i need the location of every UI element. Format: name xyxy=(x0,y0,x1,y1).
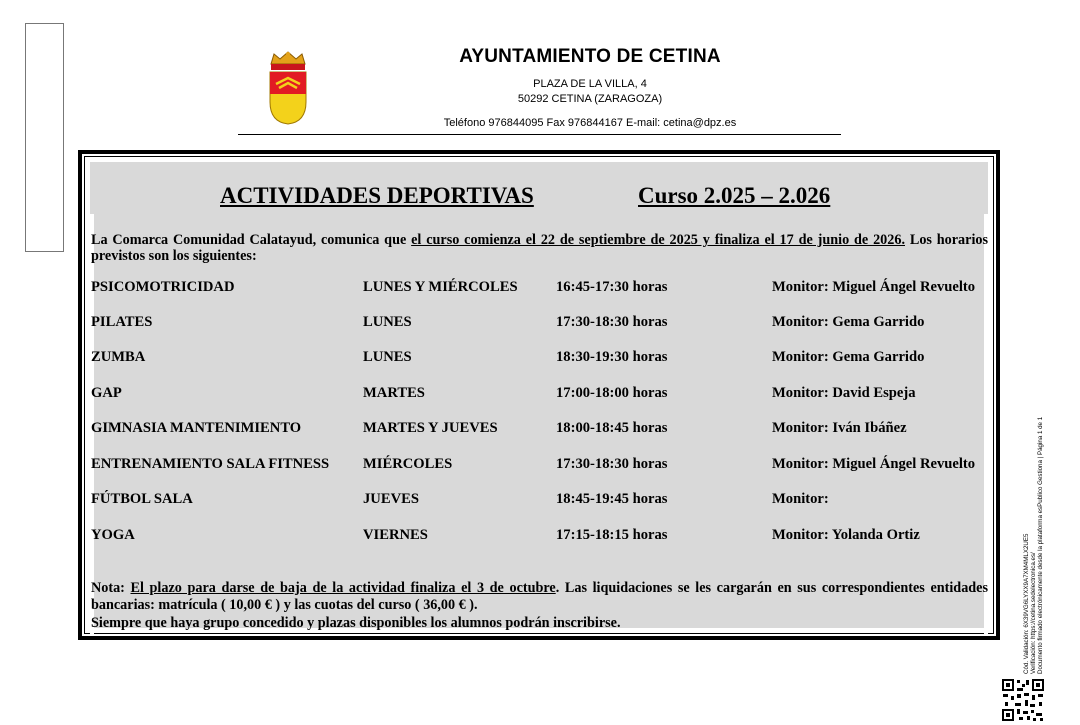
note-text: . Las liquidaciones se les cargarán en sus correspondientes entidades bancarias: matrícula ( 10,00 € ) y las cuotas del curso ( 36,00 € ). xyxy=(91,580,988,613)
activity-time: 18:30-19:30 horas xyxy=(556,349,668,365)
address-line: PLAZA DE LA VILLA, 4 xyxy=(533,78,647,90)
intro-dates: el curso comienza el 22 de septiembre de 2025 y finaliza el 17 de junio de 2026. xyxy=(411,232,905,248)
enrollment-note: Siempre que haya grupo concedido y plazas disponibles los alumnos podrán inscribirse. xyxy=(91,615,621,631)
activity-name: PSICOMOTRICIDAD xyxy=(91,279,235,295)
activity-time: 17:30-18:30 horas xyxy=(556,314,668,330)
activity-row xyxy=(91,491,991,509)
activity-monitor: Monitor: Gema Garrido xyxy=(772,314,925,330)
course-year: Curso 2.025 – 2.026 xyxy=(638,183,831,208)
activity-days: VIERNES xyxy=(363,527,428,543)
municipality-title: AYUNTAMIENTO DE CETINA xyxy=(459,46,721,67)
activity-row xyxy=(91,279,991,297)
activity-time: 17:30-18:30 horas xyxy=(556,456,668,472)
activity-monitor: Monitor: Iván Ibáñez xyxy=(772,420,907,436)
contact-line: Teléfono 976844095 Fax 976844167 E-mail: cetina@dpz.es xyxy=(443,117,737,129)
validation-code: Cód. Validación: 6X39VG6LYXX9A7XM4MLX2UE5 xyxy=(1023,533,1030,674)
activity-time: 17:15-18:15 horas xyxy=(556,527,668,543)
note-paragraph xyxy=(91,580,988,613)
activity-name: PILATES xyxy=(91,314,153,330)
activity-name: FÚTBOL SALA xyxy=(91,491,193,507)
activity-days: LUNES Y MIÉRCOLES xyxy=(363,279,518,295)
activity-time: 16:45-17:30 horas xyxy=(556,279,668,295)
note-deadline: El plazo para darse de baja de la actividad finaliza el 3 de octubre xyxy=(130,580,556,596)
activity-days: MIÉRCOLES xyxy=(363,456,453,472)
header-divider xyxy=(238,134,841,135)
activity-monitor: Monitor: Miguel Ángel Revuelto xyxy=(772,456,976,472)
activity-monitor: Monitor: Yolanda Ortiz xyxy=(772,527,920,543)
intro-paragraph xyxy=(91,232,988,264)
activity-monitor: Monitor: Miguel Ángel Revuelto xyxy=(772,279,976,295)
activity-name: YOGA xyxy=(91,527,135,543)
municipality-address xyxy=(330,77,850,107)
validation-margin-text xyxy=(1020,356,1050,674)
activity-name: ZUMBA xyxy=(91,349,146,365)
signature-note: Documento firmado electrónicamente desde la plataforma esPublico Gestiona | Página 1 de 1 xyxy=(1037,416,1044,674)
activity-time: 18:00-18:45 horas xyxy=(556,420,668,436)
margin-box xyxy=(25,23,64,252)
verification-url: Verificación: https://cetina.sedelectronica.es/ xyxy=(1030,552,1037,674)
intro-text: La Comarca Comunidad Calatayud, comunica que xyxy=(91,232,412,248)
activity-monitor: Monitor: xyxy=(772,491,829,507)
activity-name: GIMNASIA MANTENIMIENTO xyxy=(91,420,302,436)
activity-row xyxy=(91,527,991,545)
activity-row xyxy=(91,456,991,474)
activity-name: GAP xyxy=(91,385,122,401)
activity-time: 18:45-19:45 horas xyxy=(556,491,668,507)
activity-time: 17:00-18:00 horas xyxy=(556,385,668,401)
address-line: 50292 CETINA (ZARAGOZA) xyxy=(517,93,663,105)
activity-row xyxy=(91,314,991,332)
notice-title: ACTIVIDADES DEPORTIVAS xyxy=(220,183,534,208)
activity-monitor: Monitor: David Espeja xyxy=(772,385,916,401)
activity-row xyxy=(91,420,991,438)
activity-days: MARTES xyxy=(363,385,425,401)
activity-row xyxy=(91,349,991,367)
note-label: Nota: xyxy=(91,580,131,596)
activity-days: MARTES Y JUEVES xyxy=(363,420,498,436)
coat-of-arms-logo xyxy=(265,50,311,126)
qr-code-icon xyxy=(1001,678,1045,722)
activity-days: JUEVES xyxy=(363,491,419,507)
intro-text: Los horarios previstos son los siguientes: xyxy=(91,232,989,264)
activity-days: LUNES xyxy=(363,314,412,330)
activity-days: LUNES xyxy=(363,349,412,365)
activity-row xyxy=(91,385,991,403)
activity-name: ENTRENAMIENTO SALA FITNESS xyxy=(91,456,330,472)
activity-monitor: Monitor: Gema Garrido xyxy=(772,349,925,365)
